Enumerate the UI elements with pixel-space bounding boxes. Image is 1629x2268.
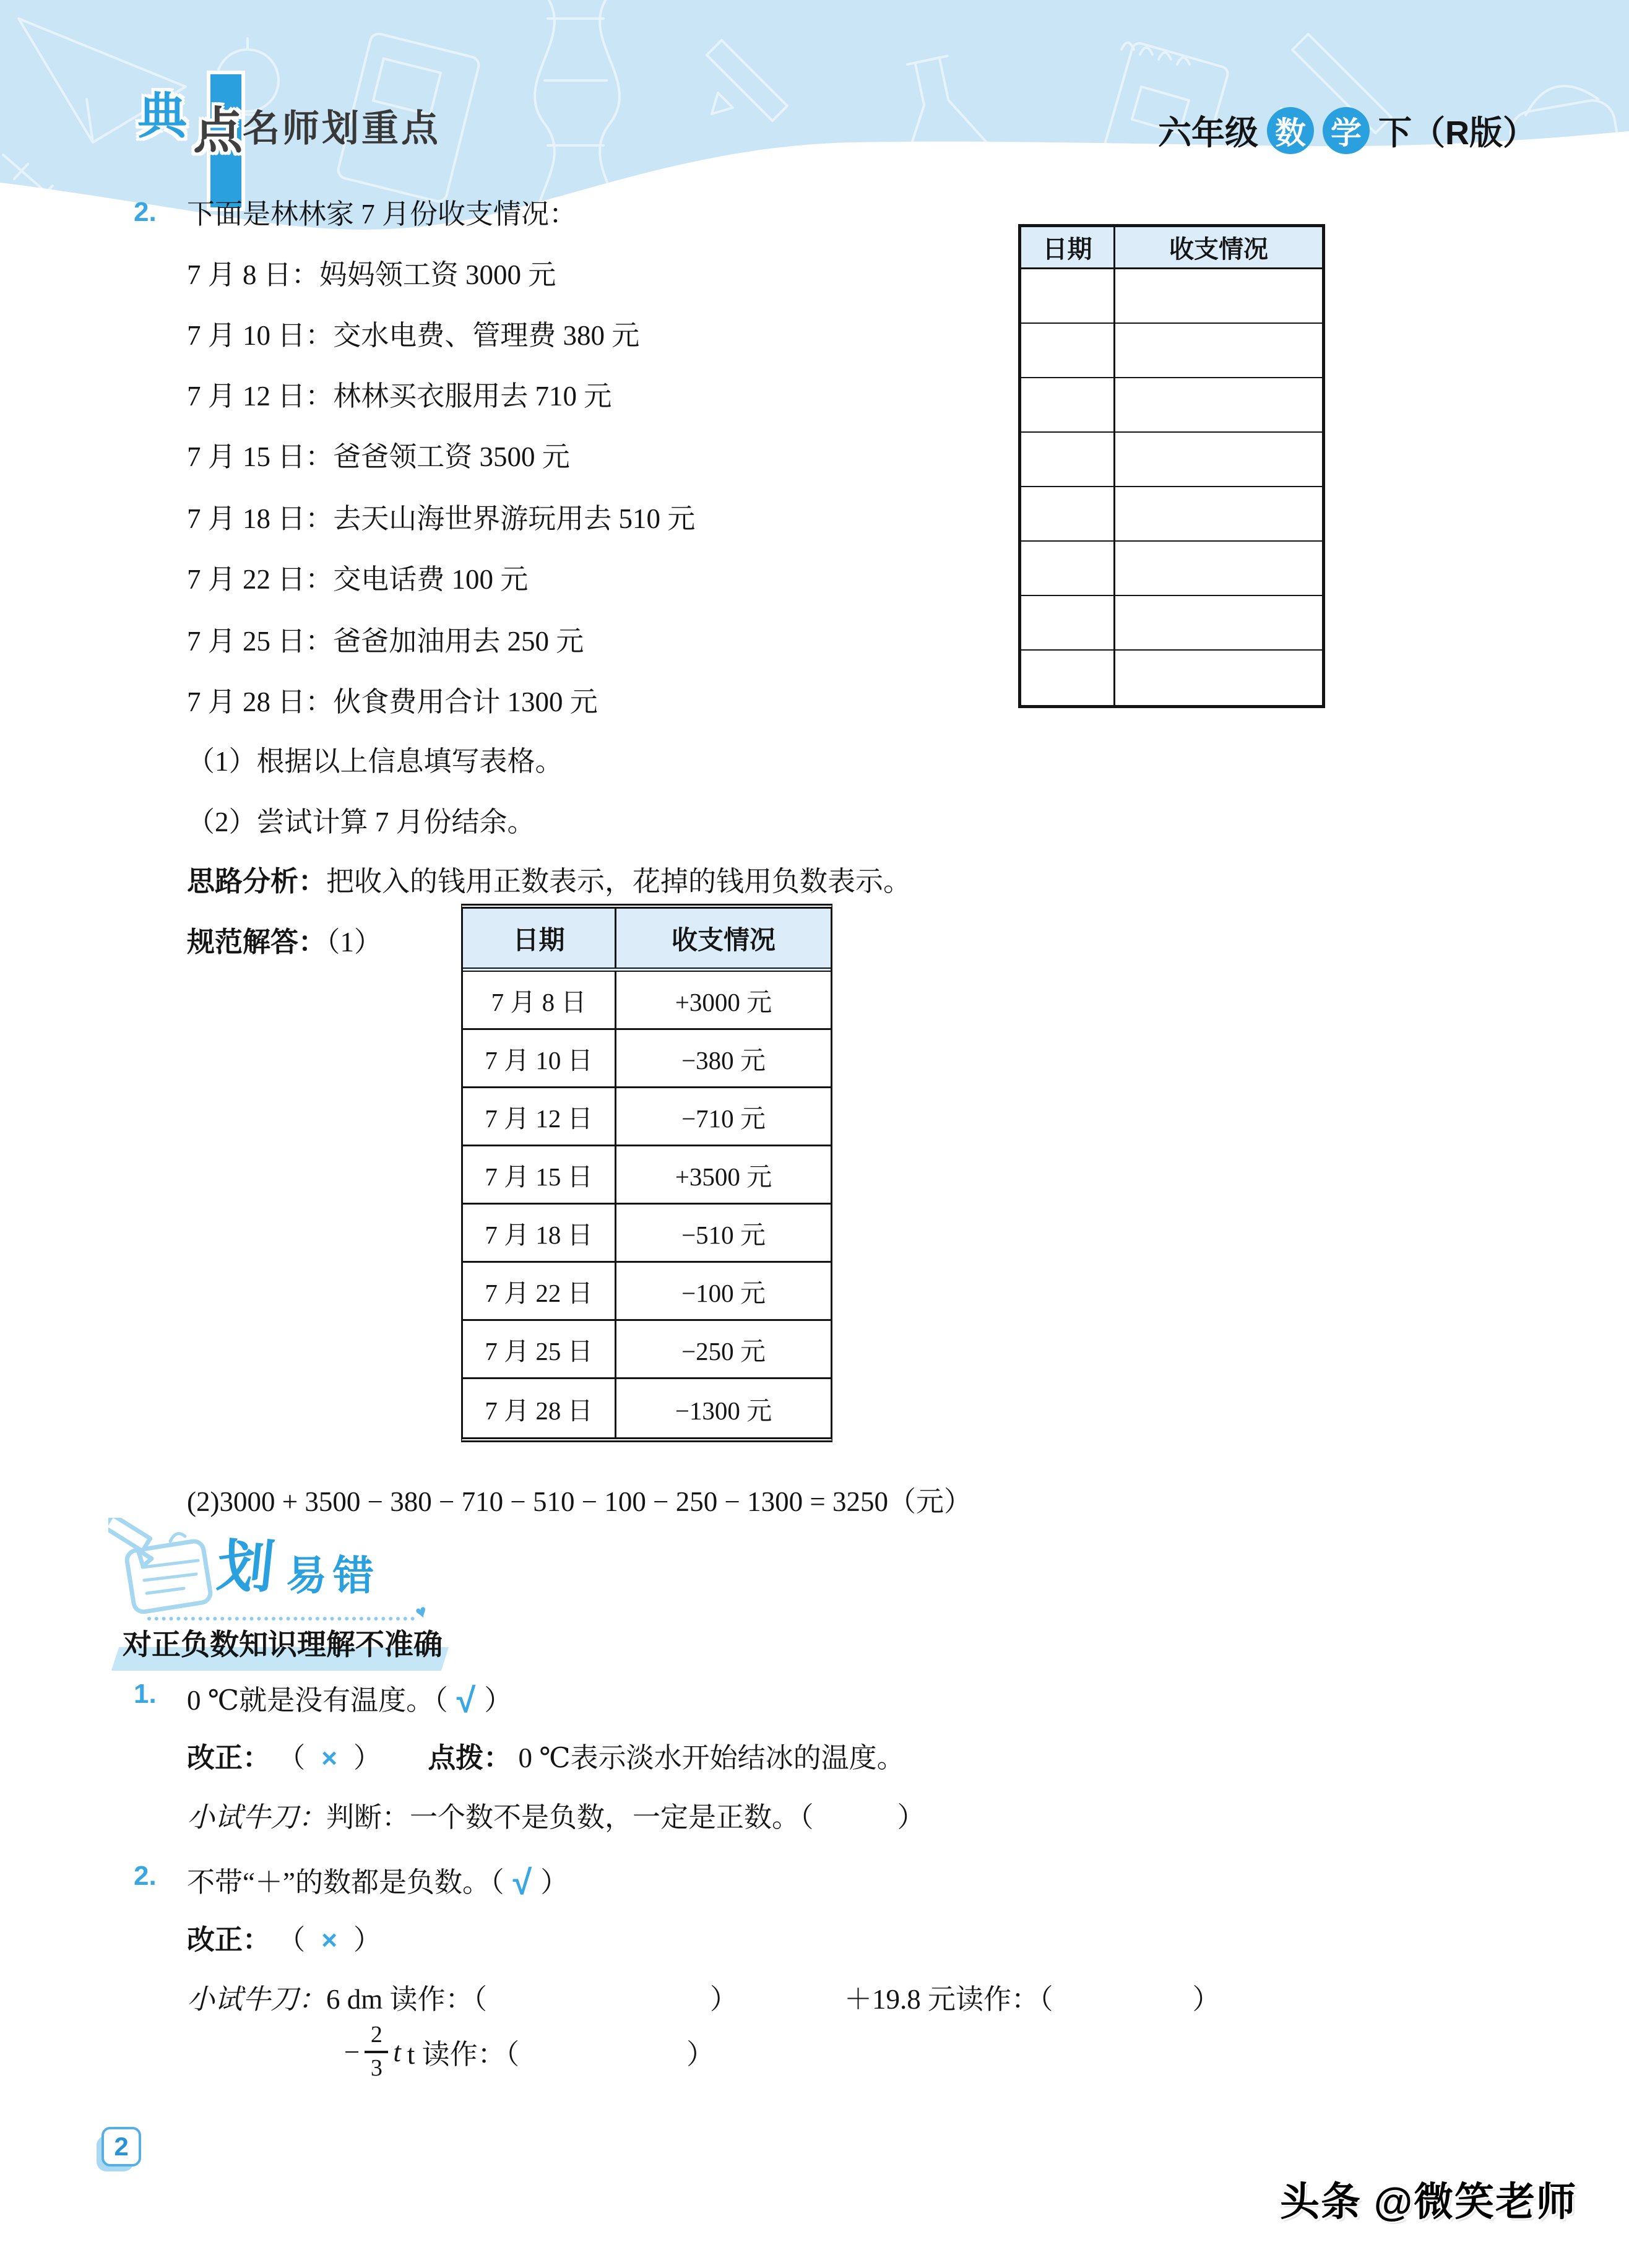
item-number: 1.	[134, 1679, 157, 1709]
table-row	[463, 1379, 831, 1437]
edition-title	[1158, 106, 1536, 154]
table-row	[463, 1146, 831, 1205]
topic-text: 对正负数知识理解不准确	[123, 1628, 443, 1661]
table-row	[463, 1030, 831, 1088]
empty-cell	[1115, 433, 1322, 486]
date-cell: 7 月 12 日	[463, 1088, 616, 1145]
try-it-text: 判断：一个数不是负数，一定是正数。（ ）	[326, 1802, 925, 1833]
badge-yicuo-label: 易错	[286, 1552, 380, 1598]
table-row	[1021, 324, 1322, 378]
empty-cell	[1021, 487, 1115, 540]
date-cell: 7 月 25 日	[463, 1321, 616, 1377]
table-row	[1021, 651, 1322, 705]
date-cell: 7 月 10 日	[463, 1030, 616, 1086]
check-mark: √	[456, 1681, 476, 1720]
transaction-line: 7 月 25 日：爸爸加油用去 250 元	[187, 626, 584, 657]
table-row	[463, 1321, 831, 1379]
question-number: 2.	[134, 197, 157, 227]
table-row	[463, 1088, 831, 1146]
date-cell: 7 月 28 日	[463, 1379, 616, 1437]
badge-hua-label: 划	[214, 1536, 278, 1599]
statement-text: 不带“＋”的数都是负数。（	[187, 1867, 504, 1898]
empty-cell	[1021, 542, 1115, 595]
try-it-line	[187, 1800, 925, 1835]
volume-label: 下（R版）	[1378, 115, 1536, 152]
logo-tagline: 名师划重点	[243, 108, 441, 149]
answer-line	[187, 925, 382, 959]
grade-label: 六年级	[1158, 115, 1258, 152]
date-cell: 7 月 22 日	[463, 1263, 616, 1319]
reading-blank-1: 6 dm 读作：（ ）	[326, 1984, 738, 2015]
value-cell: −100 元	[681, 1279, 766, 1307]
table-row	[1021, 378, 1322, 433]
topic-heading	[123, 1622, 443, 1663]
watermark: 头条 @微笑老师	[1280, 2179, 1578, 2224]
reading-blank-2: ＋19.8 元读作：（ ）	[844, 1984, 1221, 2015]
page-number: 2	[102, 2127, 141, 2166]
transaction-line: 7 月 12 日：林林买衣服用去 710 元	[187, 381, 612, 412]
empty-cell	[1115, 487, 1322, 540]
table-header-row	[1021, 227, 1322, 269]
transaction-line: 7 月 28 日：伙食费用合计 1300 元	[187, 686, 598, 717]
empty-cell	[1115, 378, 1322, 431]
paren-open: （	[277, 1924, 306, 1955]
item-number: 2.	[134, 1861, 157, 1891]
table-row	[463, 1205, 831, 1263]
table-header-row	[463, 909, 831, 972]
correction-line	[187, 1741, 905, 1775]
page-number-badge	[102, 2127, 145, 2174]
value-cell: +3000 元	[675, 988, 772, 1016]
fraction	[365, 2023, 388, 2081]
table-row	[1021, 596, 1322, 651]
paren-close: ）	[353, 1924, 381, 1955]
paren-open: （	[277, 1742, 306, 1773]
tip-text: 0 ℃表示淡水开始结冰的温度。	[518, 1742, 905, 1773]
date-cell: 7 月 8 日	[463, 972, 616, 1028]
date-cell: 7 月 18 日	[463, 1205, 616, 1261]
reading-blank-3: t 读作：（ ）	[407, 2039, 715, 2071]
value-cell: −1300 元	[675, 1396, 772, 1425]
pencil-notepad-icon	[108, 1518, 220, 1623]
transaction-line: 7 月 8 日：妈妈领工资 3000 元	[187, 259, 556, 290]
table-row	[1021, 542, 1322, 596]
empty-cell	[1115, 269, 1322, 322]
tip-label: 点拨：	[428, 1742, 512, 1773]
empty-cell	[1021, 651, 1115, 705]
subquestion-2: （2）尝试计算 7 月份结余。	[187, 807, 535, 838]
try-it-label: 小试牛刀：	[187, 1984, 327, 2015]
judgement-statement	[187, 1861, 568, 1904]
value-cell: +3500 元	[675, 1162, 772, 1191]
subject-badge-xue: 学	[1323, 107, 1370, 154]
fraction-bar	[365, 2051, 388, 2053]
correction-line	[187, 1923, 381, 1957]
value-cell: −380 元	[681, 1046, 766, 1075]
statement-close: ）	[484, 1685, 512, 1716]
empty-cell	[1115, 596, 1322, 649]
cross-mark: ×	[321, 1743, 337, 1773]
subquestion-1: （1）根据以上信息填写表格。	[187, 746, 563, 777]
minus-sign: −	[344, 2036, 360, 2067]
table-row	[1021, 269, 1322, 324]
empty-cell	[1021, 324, 1115, 377]
answer-index: （1）	[326, 927, 382, 958]
table-row	[1021, 487, 1322, 542]
analysis-label: 思路分析：	[187, 865, 327, 897]
try-it-line	[187, 1982, 1221, 2017]
fraction-denominator: 3	[370, 2054, 382, 2081]
blank-fill-table	[1018, 224, 1325, 708]
value-cell: −510 元	[681, 1221, 766, 1249]
judgement-statement	[187, 1679, 512, 1722]
fraction-numerator: 2	[370, 2022, 382, 2048]
equation-line: (2)3000 + 3500 − 380 − 710 − 510 − 100 − 250 − 1300 = 3250（元）	[187, 1486, 972, 1517]
try-it-label: 小试牛刀：	[187, 1802, 327, 1833]
dotted-underline	[147, 1617, 415, 1621]
date-cell: 7 月 15 日	[463, 1146, 616, 1203]
analysis-text: 把收入的钱用正数表示，花掉的钱用负数表示。	[326, 866, 912, 897]
column-header-date: 日期	[1021, 227, 1115, 267]
subject-badge-shu: 数	[1267, 107, 1314, 154]
question-intro: 下面是林林家 7 月份收支情况：	[187, 199, 577, 230]
empty-cell	[1021, 433, 1115, 486]
table-row	[1021, 433, 1322, 487]
check-mark: √	[512, 1863, 532, 1902]
fraction-reading-line	[344, 2023, 714, 2081]
heart-icon: ♥	[413, 1601, 430, 1624]
statement-text: 0 ℃就是没有温度。（	[187, 1685, 448, 1716]
unit-t: t	[393, 2036, 401, 2067]
transaction-line: 7 月 15 日：爸爸领工资 3500 元	[187, 441, 570, 472]
column-header-date: 日期	[463, 909, 616, 967]
value-cell: −710 元	[681, 1104, 766, 1133]
empty-cell	[1115, 324, 1322, 377]
statement-close: ）	[540, 1867, 569, 1898]
empty-cell	[1021, 596, 1115, 649]
column-header-status: 收支情况	[1169, 236, 1268, 263]
correction-label: 改正：	[187, 1742, 271, 1773]
cross-mark: ×	[321, 1925, 337, 1955]
empty-cell	[1021, 378, 1115, 431]
empty-cell	[1115, 651, 1322, 705]
table-row	[463, 972, 831, 1030]
paren-close: ）	[353, 1742, 381, 1773]
transaction-line: 7 月 10 日：交水电费、管理费 380 元	[187, 320, 640, 351]
answer-table	[461, 904, 832, 1442]
empty-cell	[1021, 269, 1115, 322]
table-row	[463, 1263, 831, 1321]
transaction-line: 7 月 18 日：去天山海世界游玩用去 510 元	[187, 503, 696, 534]
logo-char-dian: 典	[137, 89, 187, 144]
analysis-line	[187, 864, 911, 899]
column-header-status: 收支情况	[671, 925, 776, 954]
transaction-line: 7 月 22 日：交电话费 100 元	[187, 564, 529, 595]
value-cell: −250 元	[681, 1337, 766, 1366]
logo-char-dian2: 点	[193, 103, 243, 158]
answer-label: 规范解答：	[187, 926, 327, 958]
empty-cell	[1115, 542, 1322, 595]
correction-label: 改正：	[187, 1924, 271, 1955]
